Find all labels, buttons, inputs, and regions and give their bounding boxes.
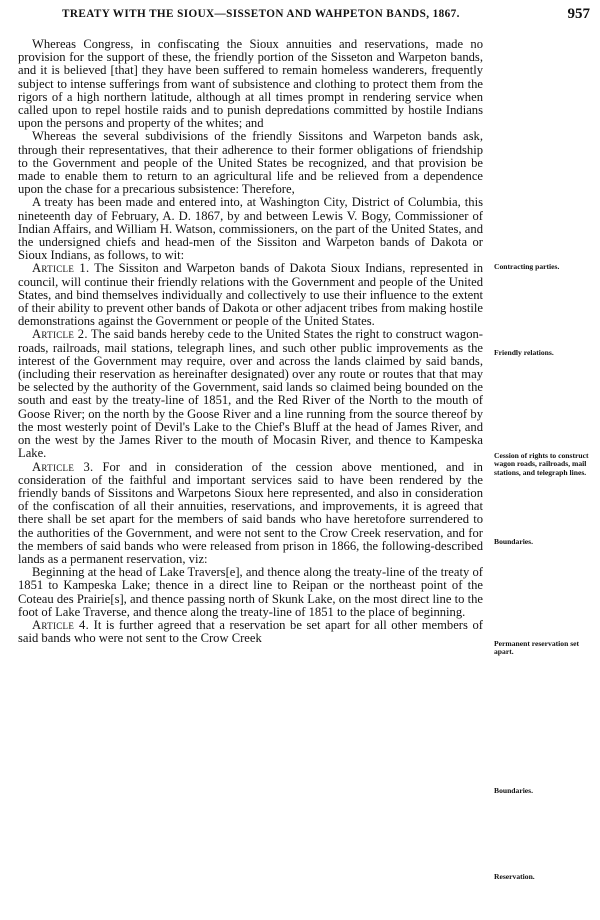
margin-note-boundaries: Boundaries. [494,537,534,546]
paragraph-article-2: Article 2. The said bands hereby cede to the United States the right to construct wagon-roads, railroads, mail stations, telegraph lines, and such other public improvements as the interest of the Government may require, over and across the lands claimed by said bands, (including their reservation as hereinafter designated) over any route or routes that that may be selected by the authority of the Government, said lands so claimed being bounded on the south and east by the treaty-line of 1851, and the Red River of the North to the mouth of Goose River; on the north by the Goose River and a line running from the source thereof by the most westerly point of Devil's Lake to the Chief's Bluff at the head of James River, and on the west by the James River to the mouth of Mocasin River, and thence to Kampeska Lake. [18,327,483,461]
article-label: Article 1. [32,261,90,276]
page-number: 957 [567,6,590,22]
article-label: Article 3. [32,459,94,474]
treaty-body [18,38,483,645]
running-title: TREATY WITH THE SIOUX—SISSETON AND WAHPETON BANDS, 1867. [62,8,460,20]
paragraph-treaty-made: A treaty has been made and entered into, at Washington City, District of Columbia, this nineteenth day of February, A. D. 1867, by and between Lewis V. Bogy, Commissioner of Indian Affairs, and William H. Watson, commissioners, on the part of the United States, and the undersigned chiefs and head-men of the Sissiton and Warpeton bands of Dakota or Sioux Indians, as follows, to wit: [18,195,483,263]
paragraph-article-4: Article 4. It is further agreed that a reservation be set apart for all other members of said bands who were not sent to the Crow Creek [18,617,483,646]
page-header [0,6,600,26]
margin-note-friendly-relations: Friendly relations. [494,348,554,357]
paragraph-article-1: Article 1. The Sissiton and Warpeton bands of Dakota Sioux Indians, represented in council, will continue their friendly relations with the Government and people of the United States, and bind themselves individually and collectively to use their influence to the extent of their ability to prevent other bands of Dakota or other adjacent tribes from making hostile demonstrations against the Government or people of the United States. [18,261,483,329]
margin-note-contracting-parties: Contracting parties. [494,262,560,271]
margin-note-boundaries-2: Boundaries. [494,786,534,795]
paragraph-boundaries: Beginning at the head of Lake Travers[e], and thence along the treaty-line of the treaty of 1851 to Kampeska Lake; thence in a direct line to Reipan or the northeast point of the Coteau des Prairie[s], and thence passing north of Skunk Lake, on the most direct line to the foot of Lake Traverse, and thence along the treaty-line of 1851 to the place of beginning. [18,565,483,619]
margin-note-reservation: Reservation. [494,872,535,881]
paragraph-article-3: Article 3. For and in consideration of the cession above mentioned, and in consideration of the faithful and important services said to have been rendered by the friendly bands of Sissitons and Warpetons Sioux here represented, and also in consideration of the confiscation of all their annuities, reservations, and improvements, it is agreed that there shall be set apart for the members of said bands who have heretofore surrendered to the authorities of the Government, and were not sent to the Crow Creek reservation, and for the members of said bands who were released from prison in 1866, the following-described lands as a permanent reservation, viz: [18,459,483,566]
paragraph-whereas-congress: Whereas Congress, in confiscating the Sioux annuities and reservations, made no provision for the support of these, the friendly portion of the Sisseton and Warpeton bands, and it is believed [that] they have been suffered to remain homeless wanderers, frequently subject to intense sufferings from want of subsistence and clothing to protect them from the rigors of a high northern latitude, although at all times prompt in rendering service when called upon to repel hostile raids and to punish depredations committed by hostile Indians upon the persons and property of the whites; and [18,37,483,131]
paragraph-whereas-subdivisions: Whereas the several subdivisions of the friendly Sissitons and Warpeton bands ask, through their representatives, that their adherence to their former obligations of friendship to the Government and people of the United States be recognized, and that provision be made to enable them to return to an agricultural life and be relieved from a dependence upon the chase for a precarious subsistence: Therefore, [18,129,483,197]
margin-note-permanent-reservation: Permanent reservation set apart. [494,639,580,657]
article-label: Article 4. [32,617,90,632]
article-label: Article 2. [32,327,88,342]
margin-note-cession-of-rights: Cession of rights to construct wagon roads, railroads, mail stations, and telegraph lines. [494,451,589,477]
